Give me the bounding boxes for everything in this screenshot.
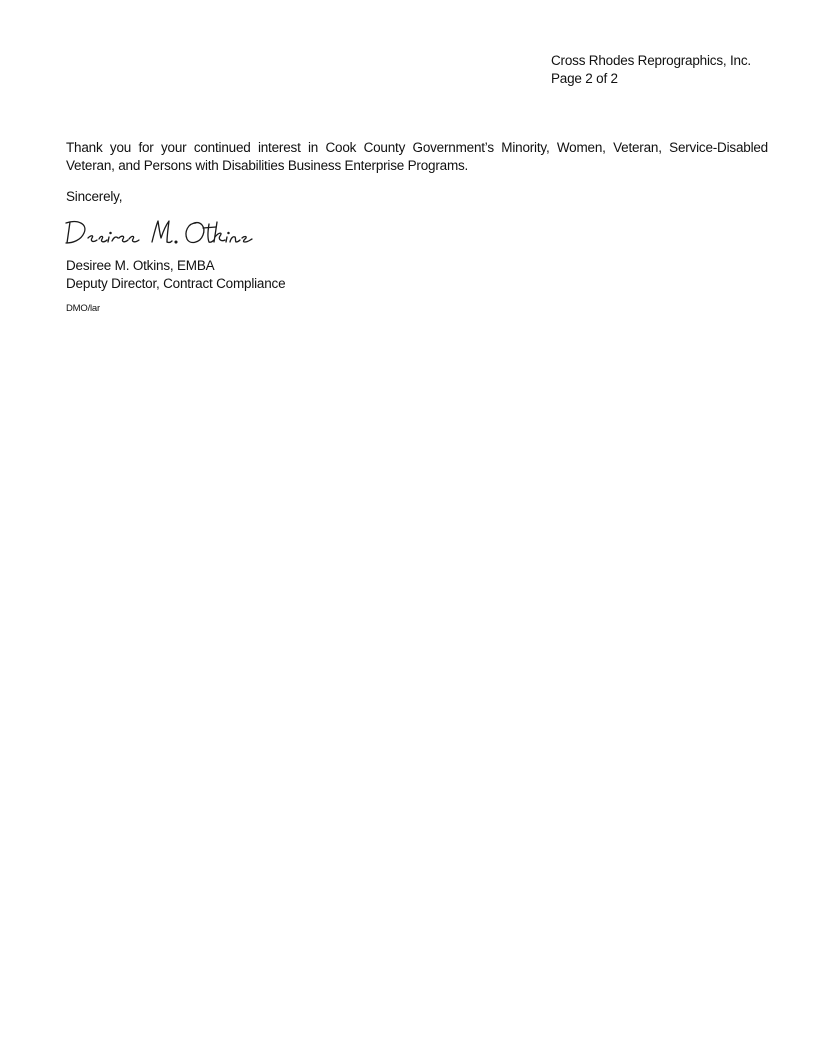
signer-name: Desiree M. Otkins, EMBA xyxy=(66,258,215,273)
handwritten-signature xyxy=(64,214,254,248)
page-number: Page 2 of 2 xyxy=(551,71,618,86)
signer-title: Deputy Director, Contract Compliance xyxy=(66,276,286,291)
page-header xyxy=(551,52,751,88)
reference-initials: DMO/lar xyxy=(66,303,100,314)
closing-salutation: Sincerely, xyxy=(66,189,123,204)
body-paragraph: Thank you for your continued interest in Cook County Government’s Minority, Women, Veteran, Service-Disabled Veteran, and Persons with Disabilities Business Enterprise Programs. xyxy=(66,140,768,173)
recipient-company: Cross Rhodes Reprographics, Inc. xyxy=(551,53,751,68)
signer-block xyxy=(66,257,285,293)
